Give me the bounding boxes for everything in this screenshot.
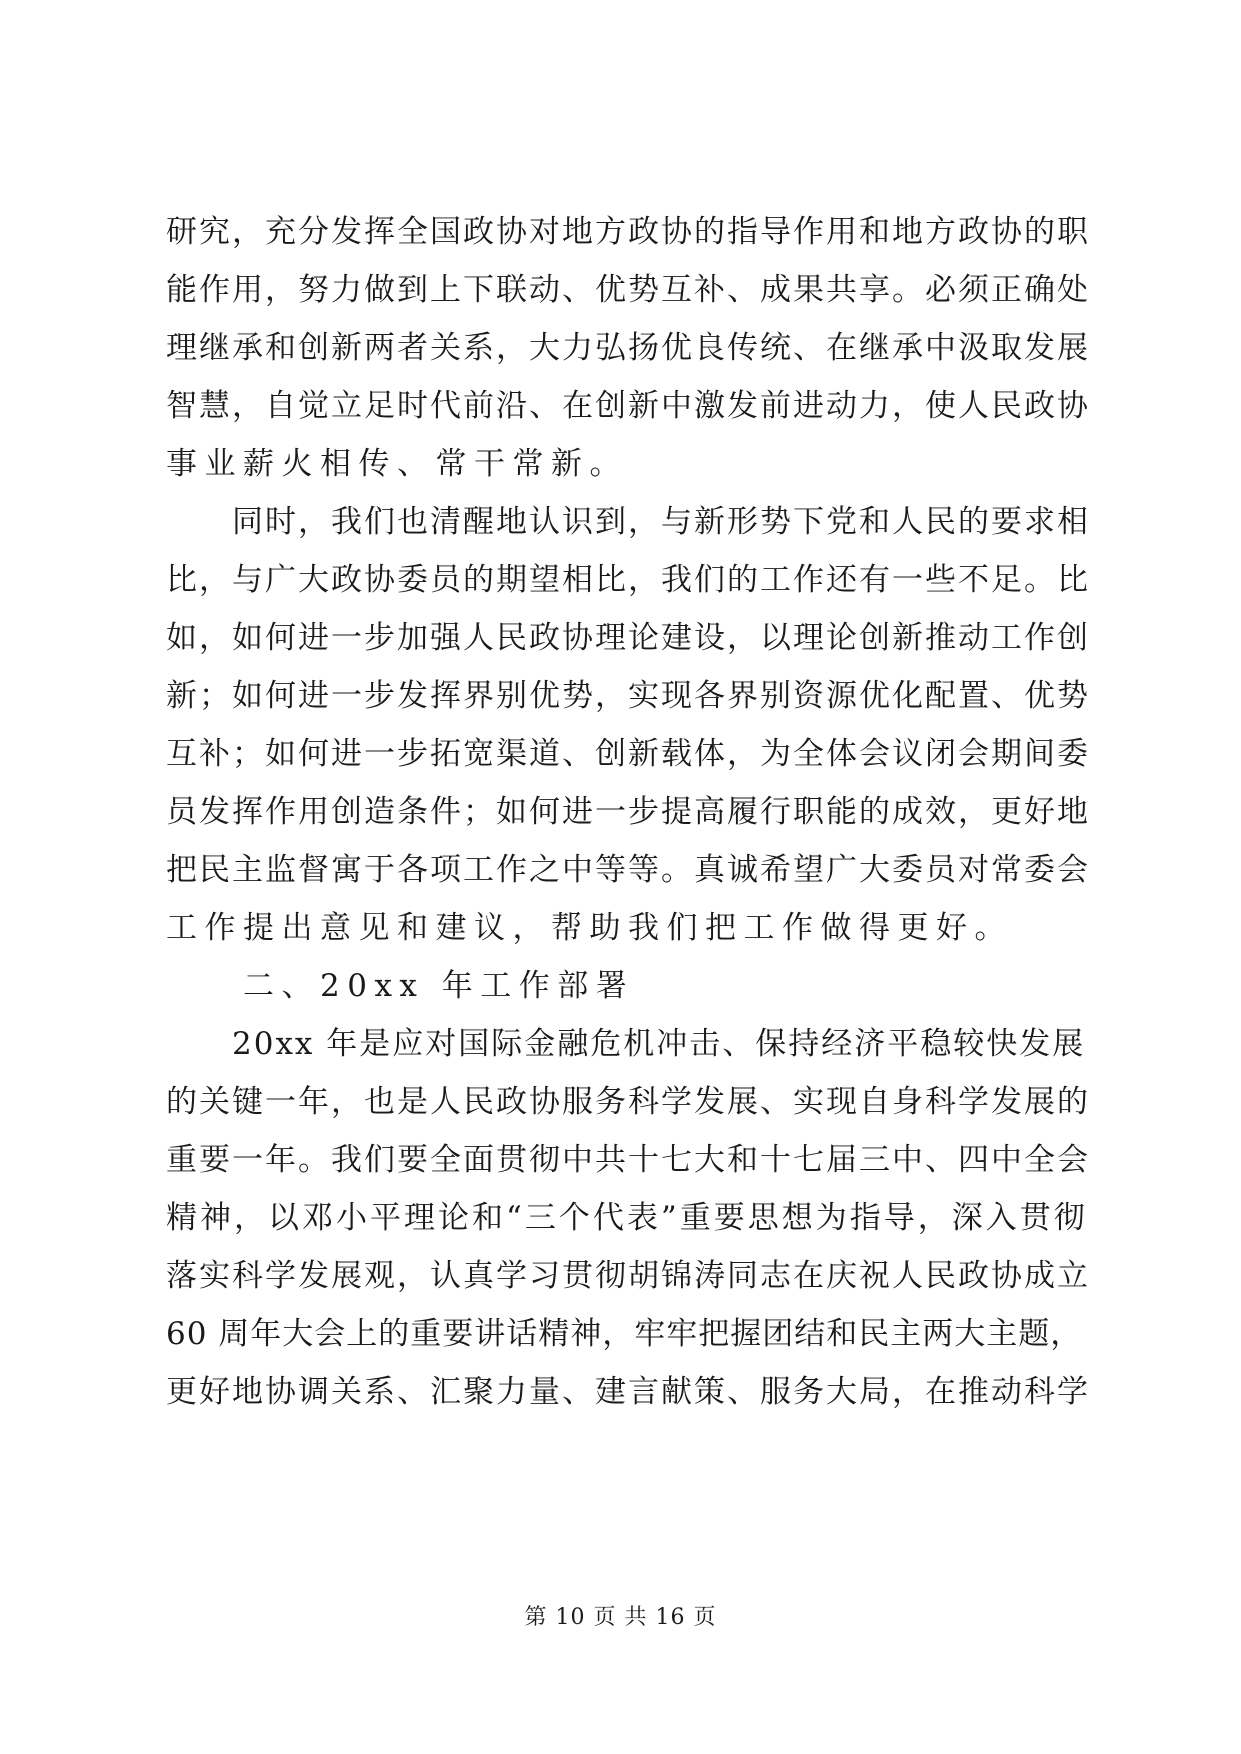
text-line: 更好地协调关系、汇聚力量、建言献策、服务大局，在推动科学 xyxy=(166,1374,1090,1410)
text-line: 落实科学发展观，认真学习贯彻胡锦涛同志在庆祝人民政协成立 xyxy=(166,1258,1090,1294)
text-line: 工作提出意见和建议，帮助我们把工作做得更好。 xyxy=(166,910,1013,946)
text-line: 重要一年。我们要全面贯彻中共十七大和十七届三中、四中全会 xyxy=(166,1142,1090,1178)
text-line: 智慧，自觉立足时代前沿、在创新中激发前进动力，使人民政协 xyxy=(166,388,1090,424)
text-line: 20xx 年是应对国际金融危机冲击、保持经济平稳较快发展 xyxy=(166,1026,1086,1062)
text-line: 精神，以邓小平理论和“三个代表”重要思想为指导，深入贯彻 xyxy=(166,1200,1088,1236)
text-line: 理继承和创新两者关系，大力弘扬优良传统、在继承中汲取发展 xyxy=(166,330,1090,366)
text-line: 能作用，努力做到上下联动、优势互补、成果共享。必须正确处 xyxy=(166,272,1090,308)
page-number-footer: 第 10 页 共 16 页 xyxy=(524,1605,717,1630)
text-line: 如，如何进一步加强人民政协理论建设，以理论创新推动工作创 xyxy=(166,620,1090,656)
text-line: 新；如何进一步发挥界别优势，实现各界别资源优化配置、优势 xyxy=(166,678,1090,714)
text-line: 员发挥作用创造条件；如何进一步提高履行职能的成效，更好地 xyxy=(166,794,1090,830)
text-line: 的关键一年，也是人民政协服务科学发展、实现自身科学发展的 xyxy=(166,1084,1090,1120)
text-line: 把民主监督寓于各项工作之中等等。真诚希望广大委员对常委会 xyxy=(166,852,1090,888)
text-line: 互补；如何进一步拓宽渠道、创新载体，为全体会议闭会期间委 xyxy=(166,736,1090,772)
text-line: 60 周年大会上的重要讲话精神，牢牢把握团结和民主两大主题， xyxy=(166,1316,1083,1352)
text-line: 同时，我们也清醒地认识到，与新形势下党和人民的要求相 xyxy=(166,504,1090,540)
text-line: 研究，充分发挥全国政协对地方政协的指导作用和地方政协的职 xyxy=(166,214,1090,250)
text-line: 事业薪火相传、常干常新。 xyxy=(166,446,628,482)
text-line: 比，与广大政协委员的期望相比，我们的工作还有一些不足。比 xyxy=(166,562,1090,598)
section-heading: 二、20xx 年工作部署 xyxy=(166,968,635,1004)
